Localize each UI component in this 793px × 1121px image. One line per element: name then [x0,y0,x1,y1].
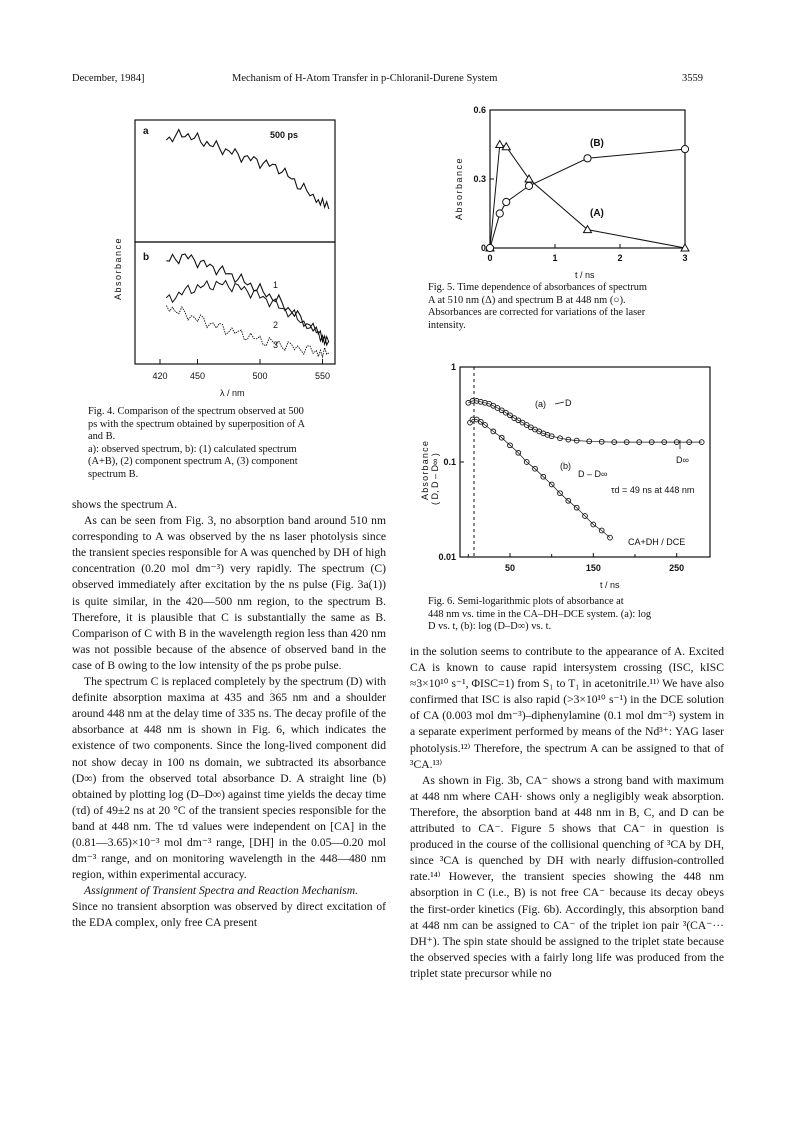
fig6-chart [418,355,718,595]
fig5-point-triangle [525,175,533,182]
fig4-x-tick-label: 500 [252,371,268,381]
fig6-tau-label: τd = 49 ns at 448 nm [611,485,695,495]
fig5-point-circle [486,244,493,251]
fig6-x-tick-label: 150 [585,563,601,573]
fig6-x-tick-label: 250 [669,563,685,573]
fig5-caption [428,282,713,332]
fig4-series-line-b-1 [166,254,328,345]
fig4-xlabel: λ / nm [220,388,245,398]
fig6-arrow-a [555,402,564,404]
fig6-label-a: (a) [535,399,546,409]
fig6-system-label: CA+DH / DCE [628,537,686,547]
fig5-caption-line: Absorbances are corrected for variations of the laser [428,307,646,319]
fig5-point-circle [584,155,591,162]
fig6-ylabel2: ( D, D – D∞ ) [430,453,440,505]
fig5-point-circle [681,146,688,153]
fig4-curve-label-1: 1 [273,280,279,290]
fig5-series-b-label: (B) [590,138,604,149]
right-paragraph: As shown in Fig. 3b, CA⁻ shows a strong band with maximum at 448 nm where CAH· shows only a negligibly weak absorption. Therefore, the absorption band at 448 nm in B, C, and D can be attributed to CA⁻. Figure 5 shows that CA⁻ in question is produced in the course of the collisional quenching of ³CA by DH, since ³CA is quenched by DH with nearly diffusion-controlled rate.¹⁴⁾ However, the transient species showing the 448 nm absorption in C (i.e., B) is not free CA⁻ because its decay obeys the first-order kinetics (Fig. 6b). Accordingly, this absorption band at 448 nm can be assigned to CA⁻ of the triplet ion pair ³(CA⁻··· DH⁺). The spin state should be assigned to the triplet state because the observed species with a fairly long life was produced from the triplet state precursor while no [410,773,724,980]
fig5-points [486,141,689,252]
fig4-caption-line: a): observed spectrum, b): (1) calculated spectrum [88,443,297,455]
left-paragraph: The spectrum C is replaced completely by the spectrum (D) with definite absorption maxima at 435 and 365 nm and a shoulder around 448 nm at the delay time of 335 ns. The decay profile of the absorbance at 448 nm is shown in Fig. 6, which indicates the existence of two components. Since the long-lived component did not show decay in 100 ns domain, we subtracted its absorbance (D∞) from the observed total absorbance D. A straight line (b) obtained by plotting log (D–D∞) against time yields the decay time (τd) of 49±2 ns at 20 °C of the transient species responsible for the band at 448 nm. The τd values were independent on [CA] in the (0.81—3.65)×10⁻³ mol dm⁻³ range, [DH] in the 0.05—0.20 mol dm⁻³ range, and on monitoring wavelength in the 448—480 nm region, within experimental accuracy. [72,675,386,882]
fig6-caption-line: Fig. 6. Semi-logarithmic plots of absorbance at [428,596,624,607]
fig5-x-tick-label: 0 [487,253,493,263]
header-date: December, 1984] [72,73,145,84]
fig6-label-b-d: D – D∞ [578,469,608,479]
fig4-ylabel: Absorbance [113,236,123,300]
fig4-caption-line: and B. [88,431,116,443]
fig6-caption-line: 448 nm vs. time in the CA–DH–DCE system. (a): log [428,608,652,620]
fig5-caption-line: Fig. 5. Time dependence of absorbances of spectrum [428,282,648,293]
fig4-caption [88,406,388,482]
fig4-caption-line: Fig. 4. Comparison of the spectrum observed at 500 [88,406,304,417]
fig4-series-line-a-observed spectrum [166,130,328,210]
fig6-xlabel: t / ns [600,580,620,590]
fig6-ylabel: Absorbance [420,439,430,500]
left-column [72,497,386,932]
fig5-ylabel: Absorbance [454,156,464,220]
fig4-panel-a-label: a [143,126,149,137]
fig6-y-tick-label: 1 [450,362,456,372]
right-column [410,644,724,982]
fig5-y-tick-label: 0.6 [473,105,486,115]
fig4-x-tick-label: 550 [314,371,331,381]
fig6-x-tick-label: 50 [504,563,516,573]
fig5-y-tick-label: 0.3 [473,174,486,184]
fig5-chart [450,100,700,285]
fig5-point-circle [525,182,532,189]
fig4-x-tick-label: 450 [189,371,206,381]
fig6-caption [428,596,713,634]
fig6-y-tick-label: 0.1 [443,457,456,467]
fig6-label-b: (b) [560,461,571,471]
left-paragraph: As can be seen from Fig. 3, no absorption band around 510 nm corresponding to A was observed by the ns laser photolysis since the transient species responsible for A was quenched by DH of high concentration (0.20 mol dm⁻³) very rapidly. The spectrum (C) observed immediately after excitation by the ns pulse (Fig. 3a(1)) is quite similar, in the 420—500 nm region, to the spectrum B. Therefore, it is plausible that C is substantially the same as B. Comparison of C with B in the wavelength region less than 420 nm was not possible because of the absence of observed band in the case of B owing to the low intensity of the ps probe pulse. [72,514,386,672]
fig5-x-tick-label: 2 [617,253,623,263]
fig4-curve-label-2: 2 [273,320,279,330]
fig5-caption-line: A at 510 nm (Δ) and spectrum B at 448 nm (○). [428,294,626,306]
fig4-series-line-b-3 [166,306,328,357]
left-paragraph: shows the spectrum A. [72,498,177,511]
fig4-curve-label-3: 3 [273,340,279,350]
header-page-number: 3559 [682,73,703,84]
fig5-xlabel: t / ns [575,270,595,280]
fig6-dinf-label: D∞ [676,455,689,465]
fig4-panel-b-frame [135,242,335,364]
fig5-point-circle [503,198,510,205]
fig5-point-triangle [496,141,504,148]
fig5-y-tick-label: 0 [480,243,486,253]
fig4-x-tick-label: 420 [152,371,168,381]
fig5-x-tick-label: 1 [552,253,558,263]
fig4-chart [105,100,345,400]
fig4-panel-a-frame [135,120,335,242]
fig4-annotation: 500 ps [270,130,299,140]
fig6-caption-line: D vs. t, (b): log (D–D∞) vs. t. [428,621,552,633]
fig6-label-a-d: D [565,398,572,408]
fig4-x-ticks [152,359,330,381]
fig6-frame [460,367,710,557]
fig4-caption-line: (A+B), (2) component spectrum A, (3) component [88,456,298,468]
header-title: Mechanism of H-Atom Transfer in p-Chloranil-Durene System [232,73,498,84]
fig4-series-line-b-2 [166,281,328,345]
fig5-curve-circle [490,149,685,248]
fig4-caption-line: spectrum B. [88,468,139,480]
fig6-y-tick-label: 0.01 [438,552,456,562]
fig5-point-circle [496,210,503,217]
fig4-panel-b-label: b [143,252,150,263]
fig4-series-b-group [166,254,328,357]
fig5-series-a-label: (A) [590,208,604,219]
right-paragraph: in the solution seems to contribute to the appearance of A. Excited CA is known to cause rapid intersystem crossing (ISC, kISC ≈3×10¹⁰ s⁻¹, ΦISC=1) from S₁ to T₁ in acetonitrile.¹¹⁾ We have also confirmed that ISC is also rapid (>3×10¹⁰ s⁻¹) in the DCE solution of CA (0.003 mol dm⁻³)–diphenylamine (0.1 mol dm⁻³) system in a separate experiment performed by means of the Nd³⁺: YAG laser photolysis.¹²⁾ Therefore, the spectrum A can be assigned to that of ³CA.¹³⁾ [410,645,724,771]
section-heading: Assignment of Transient Spectra and Reaction Mechanism. [84,884,359,898]
fig4-caption-line: ps with the spectrum obtained by superposition of A [88,418,306,430]
fig4-series-a-group [166,130,328,210]
fig5-caption-line: intensity. [428,319,466,331]
fig5-x-tick-label: 3 [682,253,688,263]
fig5-ticks [473,105,687,263]
left-paragraph: Since no transient absorption was observed by direct excitation of the EDA complex, only free CA present [72,900,386,930]
